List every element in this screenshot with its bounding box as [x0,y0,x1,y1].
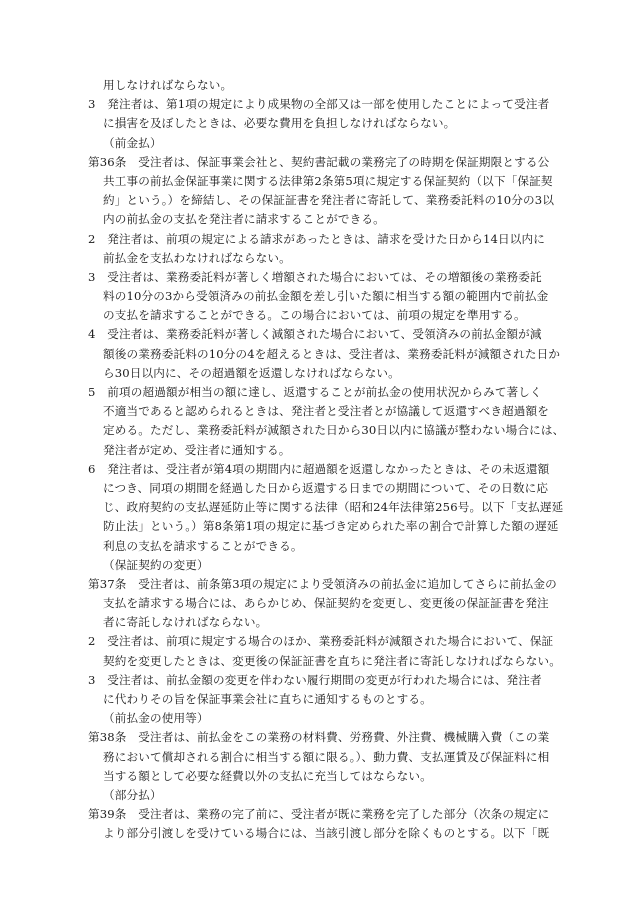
section-heading: （保証契約の変更） [103,557,209,572]
continuation-line: 用しなければならない。 [103,78,233,92]
continuation-line: 共工事の前払金保証事業に関する法律第2条第5項に規定する保証契約（以下「保証契 [103,173,553,188]
continuation-line: じ、政府契約の支払遅延防止等に関する法律（昭和24年法律第256号。以下「支払遅延 [103,500,564,515]
section-heading: （部分払） [103,787,162,802]
paragraph-item-first-line: 2 発注者は、前項の規定による請求があったときは、請求を受けた日から14日以内に [88,231,545,246]
section-heading: （前金払） [103,135,162,150]
continuation-line: に代わりその旨を保証事業会社に直ちに通知するものとする。 [103,692,432,706]
paragraph-item-first-line: 2 受注者は、前項に規定する場合のほか、業務委託料が減額された場合において、保証 [88,634,554,649]
paragraph-item-first-line: 3 発注者は、第1項の規定により成果物の全部又は一部を使用したことによって受注者 [88,97,550,112]
continuation-line: 前払金を支払わなければならない。 [103,250,291,265]
paragraph-item-first-line: 5 前項の超過額が相当の額に達し、返還することが前払金の使用状況からみて著しく [88,385,542,399]
continuation-line: 当する額として必要な経費以外の支払に充当してはならない。 [103,768,432,783]
article-first-line: 第38条 受注者は、前払金をこの業務の材料費、労務費、外注費、機械購入費（この業 [88,730,550,745]
paragraph-item-first-line: 6 発注者は、受注者が第4項の期間内に超過額を返還しなかったときは、その未返還額 [88,461,550,476]
continuation-line: 務において償却される割合に相当する額に限る。）、動力費、支払運賃及び保証料に相 [103,749,550,764]
continuation-line: 支払を請求する場合には、あらかじめ、保証契約を変更し、変更後の保証証書を発注 [103,596,549,611]
continuation-line: 防止法」という。）第8条第1項の規定に基づき定められた率の割合で計算した額の遅延 [103,519,559,534]
section-heading: （前払金の使用等） [103,711,209,726]
continuation-line: につき、同項の期間を経過した日から返還する日までの期間について、その日数に応 [103,480,549,495]
continuation-line: 利息の支払を請求することができる。 [103,538,303,553]
continuation-line: 額後の業務委託料の10分の4を超えるときは、受注者は、業務委託料が減額された日か [103,346,561,361]
continuation-line: 料の10分の3から受領済みの前払金額を差し引いた額に相当する額の範囲内で前払金 [103,289,549,304]
continuation-line: より部分引渡しを受けている場合には、当該引渡し部分を除くものとする。以下「既 [103,826,550,841]
paragraph-item-first-line: 3 受注者は、業務委託料が著しく増額された場合においては、その増額後の業務委託 [88,269,542,284]
continuation-line: 不適当であると認められるときは、発注者と受注者とが協議して返還すべき超過額を [103,404,550,419]
paragraph-item-first-line: 3 受注者は、前払金額の変更を伴わない履行期間の変更が行われた場合には、発注者 [88,672,542,687]
continuation-line: 契約を変更したときは、変更後の保証証書を直ちに発注者に寄託しなければならない。 [103,653,562,668]
document-body [88,76,565,844]
paragraph-item-first-line: 4 受注者は、業務委託料が著しく減額された場合において、受領済みの前払金額が減 [88,327,542,342]
article-first-line: 第37条 受注者は、前条第3項の規定により受領済みの前払金に追加してさらに前払金の [88,576,557,591]
article-first-line: 第36条 受注者は、保証事業会社と、契約書記載の業務完了の時期を保証期限とする公 [88,154,550,169]
continuation-line: 定める。ただし、業務委託料が減額された日から30日以内に協議が整わない場合には、 [103,423,565,438]
continuation-line: の支払を請求することができる。この場合においては、前項の規定を準用する。 [103,308,526,323]
continuation-line: 者に寄託しなければならない。 [103,615,268,630]
continuation-line: 内の前払金の支払を発注者に請求することができる。 [103,212,385,227]
continuation-line: に損害を及ぼしたときは、必要な費用を負担しなければならない。 [103,116,456,131]
continuation-line: 発注者が定め、受注者に通知する。 [103,442,291,457]
article-first-line: 第39条 受注者は、業務の完了前に、受注者が既に業務を完了した部分（次条の規定に [88,807,550,822]
continuation-line: ら30日以内に、その超過額を返還しなければならない。 [103,365,400,380]
continuation-line: 約」という。）を締結し、その保証証書を発注者に寄託して、業務委託料の10分の3以 [103,193,555,208]
